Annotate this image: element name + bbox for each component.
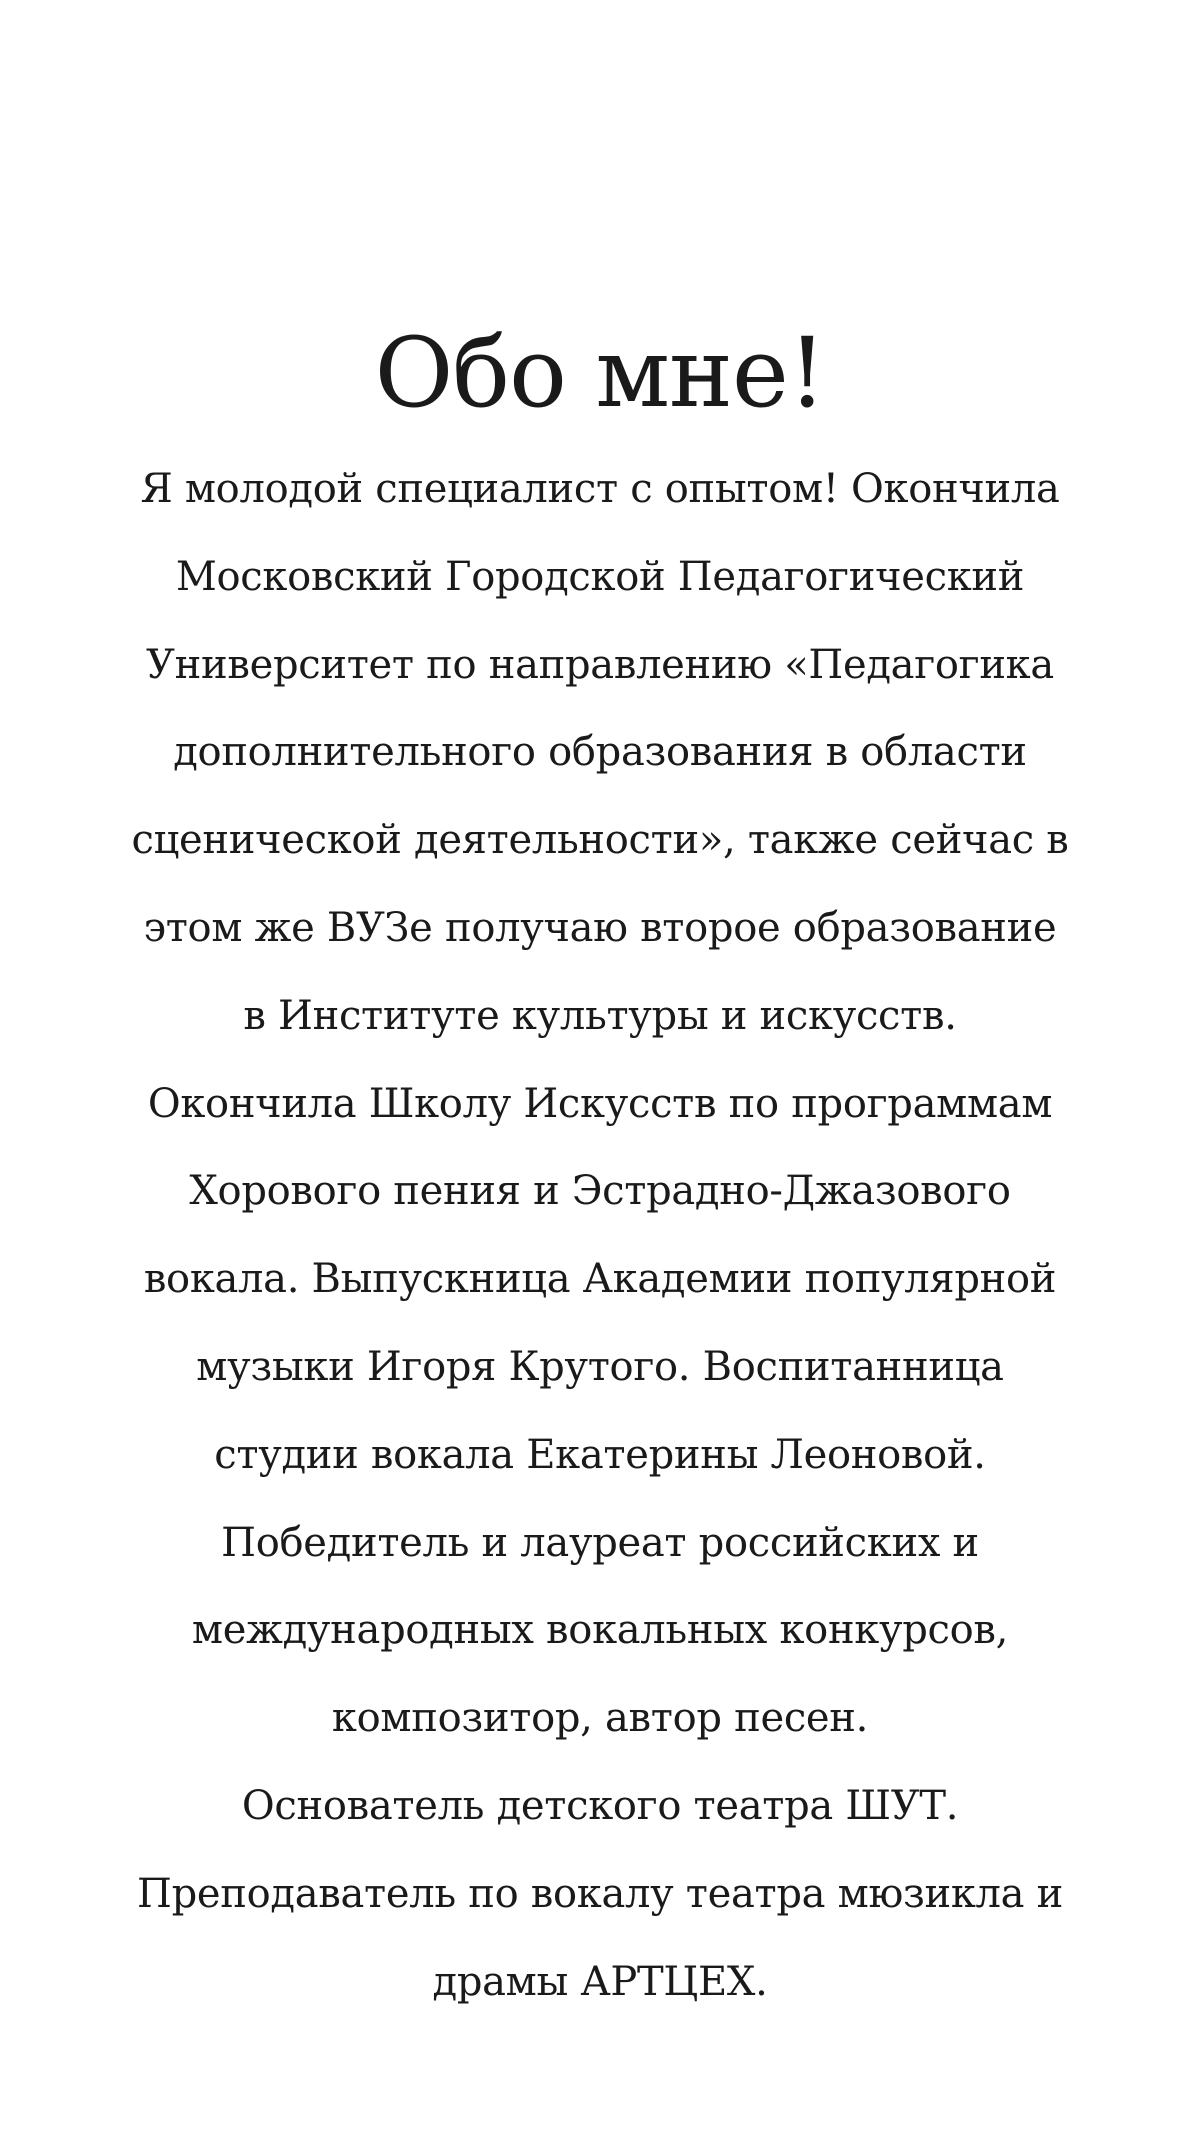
about-text-line: композитор, автор песен. [331,1695,869,1742]
about-text-line: студии вокала Екатерины Леоновой. [214,1431,986,1478]
about-text-line: Я молодой специалист с опытом! Окончила [140,466,1060,512]
about-text-line: Университет по направлению «Педагогика [146,641,1054,688]
about-text-line: Победитель и лауреат российских и [221,1519,979,1566]
about-text-line: Основатель детского театра ШУТ. [241,1782,959,1829]
about-text-line: музыки Игоря Крутого. Воспитанница [196,1343,1004,1390]
about-text-line: Хорового пения и Эстрадно-Джазового [189,1168,1011,1215]
about-text-line: международных вокальных конкурсов, [191,1607,1009,1654]
about-text-line: сценической деятельности», также сейчас в [131,817,1069,864]
about-text-line: в Институте культуры и искусств. [243,992,957,1039]
about-text-line: вокала. Выпускница Академии популярной [143,1256,1057,1303]
about-text-line: драмы АРТЦЕХ. [432,1958,768,2005]
about-text-line: Окончила Школу Искусств по программам [147,1080,1053,1127]
about-text-line: Преподаватель по вокалу театра мюзикла и [136,1870,1063,1917]
about-text-line: Московский Городской Педагогический [175,553,1025,600]
page-title: Обо мне! [374,317,826,429]
about-text [100,446,1100,2026]
about-text-line: дополнительного образования в области [173,729,1027,776]
about-section [100,300,1100,2026]
about-text-line: этом же ВУЗе получаю второе образование [143,904,1057,951]
